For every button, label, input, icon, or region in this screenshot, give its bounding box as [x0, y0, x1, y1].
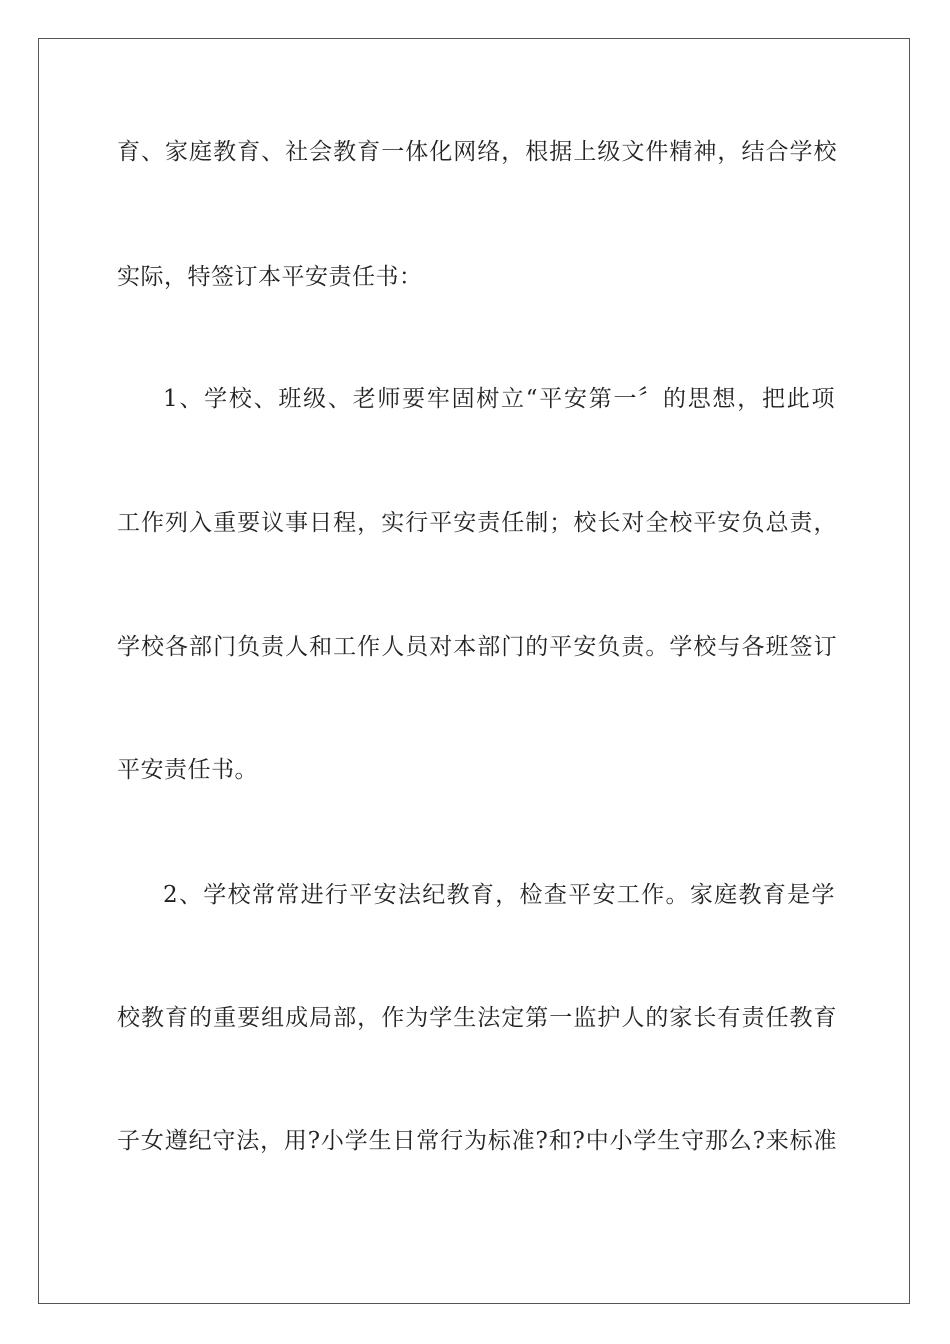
paragraph-line: 育、家庭教育、社会教育一体化网络，根据上级文件精神，结合学校 — [117, 139, 837, 165]
paragraph-line: 实际，特签订本平安责任书： — [117, 264, 423, 290]
paragraph-line: 子女遵纪守法，用?小学生日常行为标准?和?中小学生守那么?来标准 — [117, 1128, 837, 1154]
paragraph-line: 1、学校、班级、老师要牢固树立“平安第一〞的思想，把此项 — [163, 386, 835, 412]
paragraph-line: 工作列入重要议事日程，实行平安责任制；校长对全校平安负总责， — [117, 510, 837, 536]
paragraph-line: 学校各部门负责人和工作人员对本部门的平安负责。学校与各班签订 — [117, 634, 837, 660]
paragraph-line: 校教育的重要组成局部，作为学生法定第一监护人的家长有责任教育 — [117, 1005, 837, 1031]
paragraph-line: 2、学校常常进行平安法纪教育，检查平安工作。家庭教育是学 — [163, 882, 835, 908]
paragraph-line: 平安责任书。 — [117, 757, 258, 783]
page-border — [38, 38, 910, 1304]
